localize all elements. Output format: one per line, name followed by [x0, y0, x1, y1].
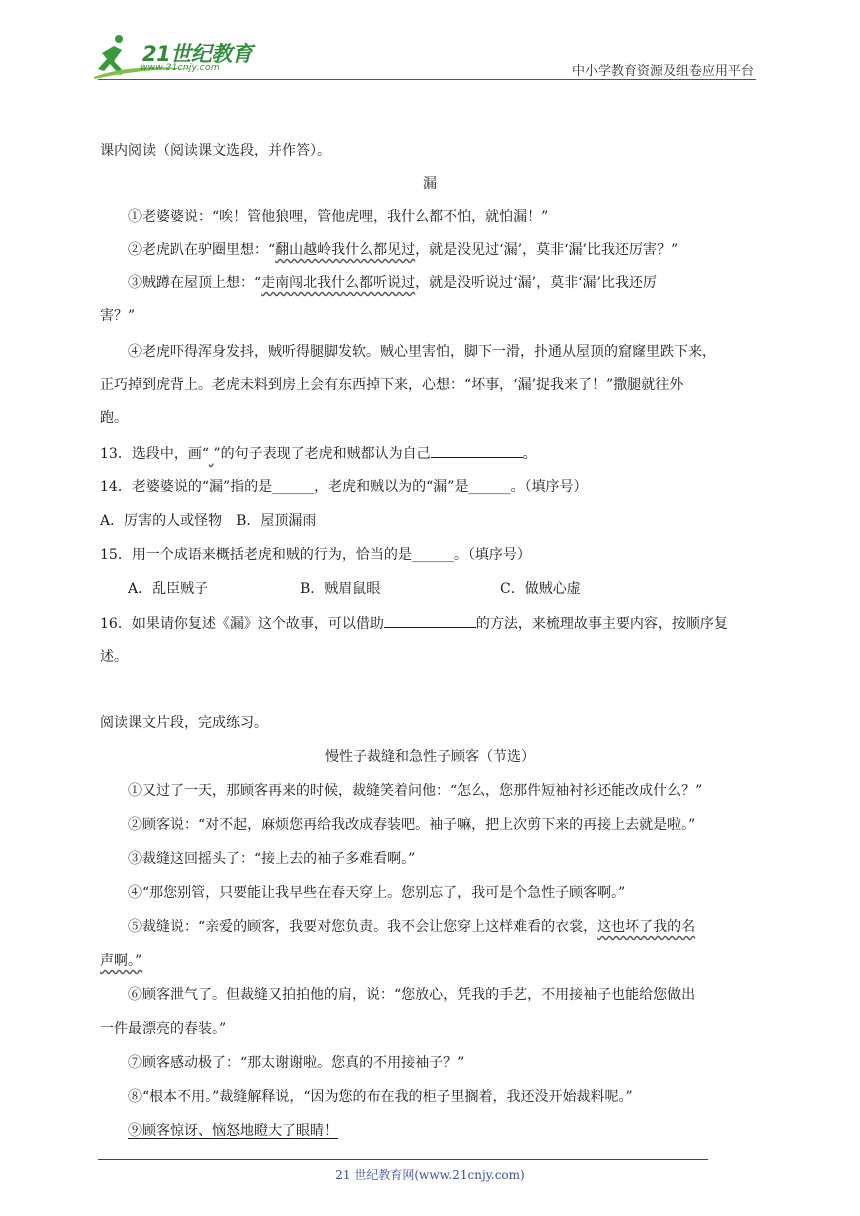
question-15-option-a: A．乱臣贼子	[128, 581, 209, 597]
section1-title: 漏	[423, 176, 437, 192]
section1-paragraph-3: ③贼蹲在屋顶上想：“走南闯北我什么都听说过，就是没听说过‘漏’，莫非‘漏’比我还厉	[128, 275, 657, 291]
section2-paragraph-8: ⑧“根本不用。”裁缝解释说，“因为您的布在我的柜子里搁着，我还没开始裁料呢。”	[128, 1089, 633, 1105]
question-13: 13．选段中，画“ ”的句子表现了老虎和贼都认为自己 。	[100, 443, 537, 464]
logo-url: www.21cnjy.com	[140, 63, 220, 73]
section2-title: 慢性子裁缝和急性子顾客（节选）	[325, 749, 535, 765]
section2-paragraph-5-cont: 声啊。”	[100, 953, 143, 969]
thief-wavy-sentence: 走南闯北我什么都听说过	[261, 275, 416, 291]
section2-paragraph-4: ④“那您别管，只要能让我早些在春天穿上。您别忘了，我可是个急性子顾客啊。”	[128, 885, 626, 901]
section2-paragraph-5: ⑤裁缝说：“亲爱的顾客，我要对您负责。我不会让您穿上这样难看的衣裳，这也坏了我的名	[128, 919, 696, 935]
section2-intro: 阅读课文片段，完成练习。	[100, 715, 268, 731]
section1-paragraph-3-cont: 害？”	[100, 308, 136, 324]
answer-blank-13[interactable]	[431, 443, 523, 458]
tiger-wavy-sentence: 翻山越岭我什么都见过	[275, 242, 416, 258]
section2-paragraph-6: ⑥顾客泄气了。但裁缝又拍拍他的肩，说：“您放心，凭我的手艺，不用接袖子也能给您做出	[128, 987, 696, 1003]
question-16: 16．如果请你复述《漏》这个故事，可以借助 的方法，来梳理故事主要内容，按顺序复	[100, 613, 728, 634]
platform-name: 中小学教育资源及组卷应用平台	[571, 64, 754, 79]
header-divider	[98, 79, 756, 80]
section2-paragraph-2: ②顾客说：“对不起，麻烦您再给我改成春装吧。袖子嘛，把上次剪下来的再接上去就是啦。”	[128, 817, 696, 833]
question-14-options: A．厉害的人或怪物 B．屋顶漏雨	[100, 513, 317, 529]
customer-underlined-sentence: ⑨顾客惊讶、恼怒地瞪大了眼睛！	[128, 1123, 338, 1139]
page-header	[0, 0, 860, 90]
section2-paragraph-9	[128, 1121, 338, 1141]
question-15-option-c: C．做贼心虚	[500, 581, 581, 597]
question-15: 15．用一个成语来概括老虎和贼的行为，恰当的是______。（填序号）	[100, 547, 531, 563]
logo-text: 21世纪教育	[142, 42, 253, 66]
section2-paragraph-1: ①又过了一天，那顾客再来的时候，裁缝笑着问他：“怎么，您那件短袖衬衫还能改成什么？”	[128, 783, 703, 799]
section2-paragraph-3: ③裁缝这回摇头了：“接上去的袖子多难看啊。”	[128, 851, 416, 867]
section2-paragraph-7: ⑦顾客感动极了：“那太谢谢啦。您真的不用接袖子？”	[128, 1055, 465, 1071]
section1-paragraph-4: ④老虎吓得浑身发抖，贼听得腿脚发软。贼心里害怕，脚下一滑，扑通从屋顶的窟窿里跌下来，	[128, 344, 716, 360]
answer-blank-16[interactable]	[384, 613, 476, 628]
question-14: 14．老婆婆说的“漏”指的是______，老虎和贼以为的“漏”是______。（填序号）	[100, 479, 588, 495]
section1-paragraph-4-end: 跑。	[100, 410, 128, 426]
section2-paragraph-6-cont: 一件最漂亮的春装。”	[100, 1021, 227, 1037]
section1-paragraph-4-cont: 正巧掉到虎背上。老虎未料到房上会有东西掉下来，心想：“坏事，‘漏’捉我来了！”撒腿就往外	[100, 377, 684, 393]
footer-divider	[98, 1159, 708, 1160]
tailor-wavy-sentence: 这也坏了我的名	[597, 919, 696, 935]
question-15-option-b: B．贼眉鼠眼	[300, 581, 381, 597]
section1-paragraph-2: ②老虎趴在驴圈里想：“翻山越岭我什么都见过，就是没见过‘漏’，莫非‘漏’比我还厉害？”	[128, 242, 679, 258]
question-16-cont: 述。	[100, 649, 128, 665]
section1-intro: 课内阅读（阅读课文选段，并作答）。	[100, 143, 331, 159]
footer-text: 21 世纪教育网(www.21cnjy.com)	[335, 1168, 525, 1182]
section1-paragraph-1: ①老婆婆说：“唉！管他狼哩，管他虎哩，我什么都不怕，就怕漏！”	[128, 209, 549, 225]
